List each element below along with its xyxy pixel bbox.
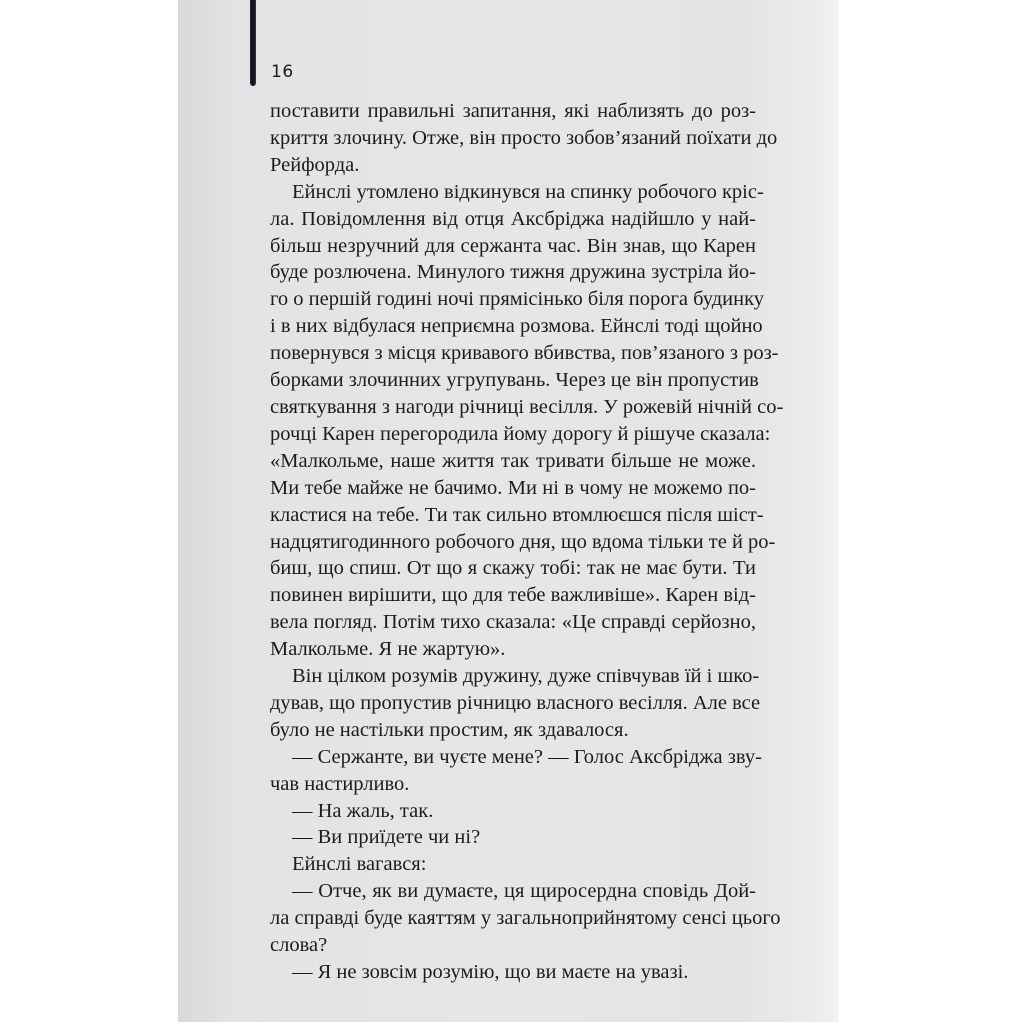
text-line: го о першій годині ночі прямісінько біля порога будинку [270, 288, 765, 311]
text-line: рочці Карен перегородила йому дорогу й рішуче сказала: [270, 422, 771, 445]
text-line: — Отче, як ви думаєте, ця щиросердна сповідь Дой- [292, 880, 756, 903]
text-line: — Ви приїдете чи ні? [292, 826, 481, 849]
text-line: «Малкольме, наше життя так тривати більше не може. [270, 449, 756, 472]
text-line: поставити правильні запитання, які наблизять до роз- [270, 100, 756, 122]
text-line: криття злочину. Отже, він просто зобов’язаний поїхати до [270, 126, 778, 149]
text-line: — На жаль, так. [292, 799, 434, 822]
text-line: ла справді буде каяттям у загальноприйнятому сенсі цього [270, 907, 781, 930]
text-line: — Я не зовсім розумію, що ви маєте на увазі. [292, 961, 689, 983]
text-line: ла. Повідомлення від отця Аксбріджа надійшло у най- [270, 207, 756, 230]
text-line: повинен вирішити, що для тебе важливіше». Карен від- [270, 584, 756, 607]
text-line: — Сержанте, ви чуєте мене? — Голос Аксбріджа зву- [292, 745, 762, 768]
text-line: Рейфорда. [270, 153, 360, 176]
text-line: повернувся з місця кривавого вбивства, пов’язаного з роз- [270, 342, 779, 365]
page-number: 16 [271, 62, 294, 82]
text-line: надцятигодинного робочого дня, що вдома тільки те й ро- [270, 530, 776, 553]
text-line: кластися на тебе. Ти так сильно втомлюєшся після шіст- [270, 503, 764, 526]
text-line: Ейнслі утомлено відкинувся на спинку робочого кріс- [292, 180, 764, 203]
text-line: Малкольме. Я не жартую». [270, 638, 506, 661]
text-line: Ми тебе майже не бачимо. Ми ні в чому не можемо по- [270, 476, 756, 499]
text-line: слова? [270, 934, 328, 957]
body-text [270, 98, 784, 986]
text-line: чав настирливо. [270, 772, 410, 795]
text-line: борками злочинних угрупувань. Через це він пропустив [270, 369, 759, 392]
text-line: святкування з нагоди річниці весілля. У рожевій нічній со- [270, 395, 784, 418]
text-line: Ейнслі вагався: [292, 853, 427, 876]
text-line: і в них відбулася неприємна розмова. Ейнслі тоді щойно [270, 315, 763, 338]
text-line: дував, що пропустив річницю власного весілля. Але все [270, 691, 761, 714]
text-line: більш незручний для сержанта час. Він знав, що Карен [270, 234, 756, 257]
text-line: вела погляд. Потім тихо сказала: «Це справді серйозно, [270, 611, 756, 634]
text-line: було не настільки простим, як здавалося. [270, 718, 629, 741]
text-line: Він цілком розумів дружину, дуже співчував їй і шко- [292, 665, 760, 688]
text-line: буде розлючена. Минулого тижня дружина зустріла йо- [270, 261, 756, 284]
text-line: биш, що спиш. От що я скажу тобі: так не має бути. Ти [270, 557, 756, 580]
bookmark-ribbon-shadow [250, 0, 256, 86]
